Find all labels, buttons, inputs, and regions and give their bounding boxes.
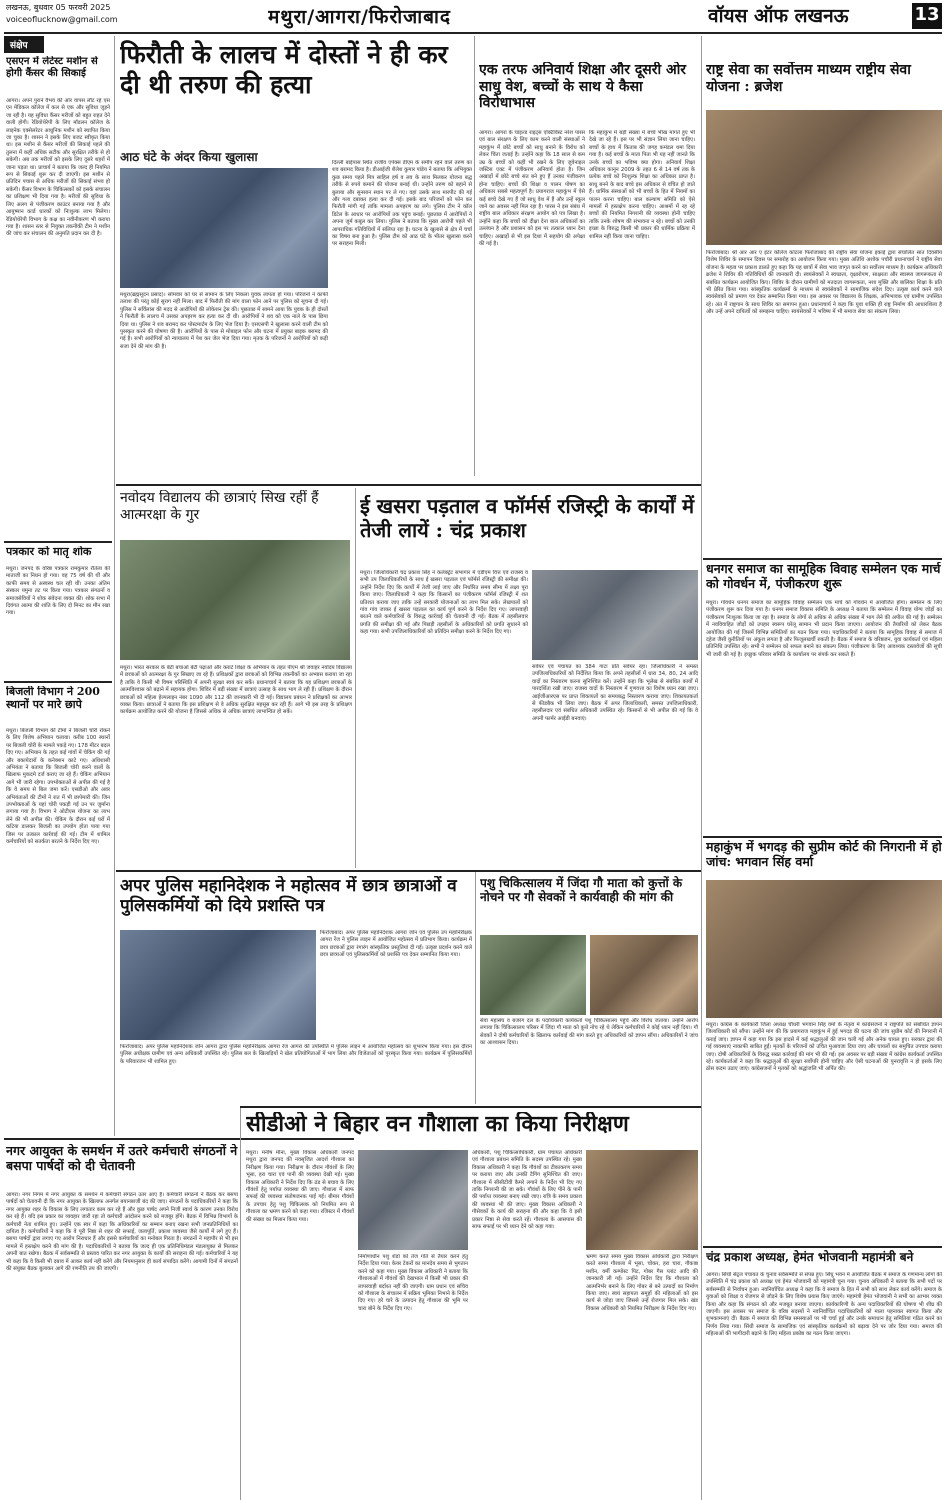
khasra-body-2: सर्वेयर एवं पंचायत का 384 गाटा प्रति सर्वेयर रहा। जिलाधिकारी ने समस्त उपजिलाधिकारियों को निर्देशित किया कि अपने तहसीलों में धारा 34, 80, 24 आदि वादों का निस्तारण करना सुनिश्चित करें। उन्होंने कहा कि भूलेख से संबंधित कार्यों में पारदर्शिता रखी जाए। राजस्व वादों के निस्तारण में गुणवत्ता का विशेष ध्यान रखा जाए। आईजीआरएस पर प्राप्त शिकायतों का समयबद्ध निस्तारण कराया जाए। शिकायतकर्ता से फीडबैक भी लिया जाए। बैठक में अपर जिलाधिकारी, समस्त उपजिलाधिकारी, तहसीलदार एवं संबंधित अधिकारी उपस्थित रहे। किसानों से भी अपील की गई कि वे अपनी फार्मर आईडी बनवाएं। [532,664,698,722]
khasra-body-1: मथुरा। जिलाधिकारी चंद्र प्रकाश सिंह ने कलेक्ट्रेट सभागार में एडीएम वित्त एवं राजस्व व सभी उप जिलाधिकारियों के साथ ई खसरा पड़ताल एवं फॉर्मर्स रजिस्ट्री की समीक्षा की। उन्होंने निर्देश दिए कि कार्यों में तेजी लाई जाए और निर्धारित समय सीमा में लक्ष्य पूरा किया जाए। जिलाधिकारी ने कहा कि किसानों का पंजीकरण फॉर्मर्स रजिस्ट्री में शत प्रतिशत कराया जाए ताकि उन्हें सरकारी योजनाओं का लाभ मिल सके। लेखपालों को गांव गांव जाकर ई खसरा पड़ताल का कार्य पूर्ण करने के निर्देश दिए गए। लापरवाही बरतने वाले कर्मचारियों के विरुद्ध कार्रवाई की चेतावनी दी गई। बैठक में तहसीलवार प्रगति की समीक्षा की गई और पिछड़ी तहसीलों के अधिकारियों को प्रगति सुधारने को कहा गया। सभी उपजिलाधिकारियों को प्रतिदिन समीक्षा करने के निर्देश दिए गए। [360,570,528,636]
section-rule [703,558,942,560]
brief-headline-bijli: बिजली विभाग ने 200 स्थानों पर मारे छापे [6,686,100,711]
masthead-rule [4,32,942,34]
lead-photo [120,168,328,288]
page-number: 13 [912,3,942,29]
col-separator [474,36,475,476]
edition-date: लखनऊ, बुधवार 05 फरवरी 2025 [6,3,111,12]
mid-headline: एक तरफ अनिवार्य शिक्षा और दूसरी ओर साधु वेश, बच्चों के साथ ये कैसा विरोधाभास [479,62,687,112]
section-rule [116,484,701,486]
navodaya-photo [120,540,350,660]
lead-body: मथुरा(ब्रह्मसूदन प्रसाद)। सोमवार को घर से सामान के लिए निकला युवक लापता हो गया। परिजनों ने काफी तलाश की परंतु कोई सुराग नहीं मिला। बाद में फिरौती की मांग वाला फोन आने पर पुलिस को सूचना दी गई। पुलिस ने सर्विलांस की मदद से आरोपियों की लोकेशन ट्रेस की। पूछताछ में सामने आया कि युवक के ही दोस्तों ने फिरौती के लालच में उसका अपहरण कर हत्या कर दी थी। आरोपियों ने शव को एक नाले के पास छिपा दिया था। पुलिस ने शव बरामद कर पोस्टमार्टम के लिए भेज दिया है। एसएसपी ने खुलासा करने वाली टीम को पुरस्कृत करने की घोषणा की है। आरोपियों के पास से मोबाइल फोन और घटना में प्रयुक्त बाइक बरामद की गई है। सभी आरोपियों को न्यायालय में पेश कर जेल भेज दिया गया। मृतक के परिजनों ने आरोपियों को कड़ी सजा देने की मांग की है। [120,292,328,350]
section-rule [4,1138,354,1140]
nagar-body: आगरा। नगर निगम में नगर आयुक्त के समर्थन में कर्मचारी संगठन उतर आए हैं। कर्मचारी संगठनों ने बैठक कर बसपा पार्षदों को चेतावनी दी कि नगर आयुक्त के खिलाफ अनर्गल बयानबाजी बंद की जाए। संगठनों के पदाधिकारियों ने कहा कि नगर आयुक्त शहर के विकास के लिए लगातार काम कर रहे हैं और कुछ पार्षद अपने निजी स्वार्थ के कारण उनका विरोध कर रहे हैं। यदि इस प्रकार का व्यवहार जारी रहा तो कर्मचारी आंदोलन करने को मजबूर होंगे। बैठक में विभिन्न विभागों के कर्मचारी नेता शामिल हुए। उन्होंने एक स्वर में कहा कि अधिकारियों का सम्मान बनाए रखना सभी जनप्रतिनिधियों का दायित्व है। कर्मचारियों ने कहा कि वे पूरी निष्ठा से शहर की सफाई, जलापूर्ति, प्रकाश व्यवस्था जैसे कार्यों में लगे हुए हैं। बसपा पार्षदों द्वारा लगाए गए आरोप निराधार हैं और इससे कर्मचारियों का मनोबल गिरता है। संगठनों ने महापौर से भी इस मामले में हस्तक्षेप करने की मांग की है। पदाधिकारियों ने बताया कि जल्द ही एक प्रतिनिधिमंडल मंडलायुक्त से मिलकर अपनी बात रखेगा। बैठक में सर्वसम्मति से प्रस्ताव पारित कर नगर आयुक्त के कार्यों की सराहना की गई। कर्मचारियों ने यह भी कहा कि वे किसी भी दबाव में आकर कार्य नहीं करेंगे और नियमानुसार ही कार्य संपादित करेंगे। आगामी दिनों में संगठनों की संयुक्त बैठक बुलाकर आगे की रणनीति तय की जाएगी। [6,1192,238,1273]
mid-body-1: आगरा। आगरा के चाइल्ड राइट्स एक्टिविस्ट नरेश पारस एवं बाल संरक्षण के लिए काम करने वाली संस्थाओं ने महाकुंभ में छोटे बच्चों को साधु बनाने के विरोध को लेकर चिंता जताई है। उन्होंने कहा कि 18 साल से कम उम्र के बच्चों को कहीं भी रखने के लिए जुवेनाइल जस्टिस एक्ट में पंजीकरण अनिवार्य होता है। जिन अखाड़ों में छोटे बच्चे संत बने हुए हैं उनका पंजीकरण होना चाहिए। बच्चों की शिक्षा व पालन पोषण का अधिकार सबसे महत्वपूर्ण है। प्रयागराज महाकुंभ में ऐसे कई बच्चे देखे गए हैं जो साधु वेश में हैं और उन्हें स्कूल जाने का अवसर नहीं मिल रहा है। पारस ने इस संबंध में राष्ट्रीय बाल अधिकार संरक्षण आयोग को पत्र लिखा है। उन्होंने कहा कि बच्चों को दीक्षा देना बाल अधिकारों का उल्लंघन है और प्रशासन को इस पर तत्काल ध्यान देना चाहिए। अखाड़ों से भी इस दिशा में सहयोग की अपेक्षा की गई है। [479,130,585,248]
police-headline: अपर पुलिस महानिदेशक ने महोत्सव में छात्र छात्राओं व पुलिसकर्मियों को दिये प्रशस्ति पत्र [120,876,457,917]
brief-body-shok: मथुरा। जनपद के वरिष्ठ पत्रकार रामकुमार रौतेला की माताजी का निधन हो गया। वह 75 वर्ष की थीं और काफी समय से अस्वस्थ चल रही थीं। उनका अंतिम संस्कार यमुना तट पर किया गया। पत्रकार संगठनों व समाजसेवियों ने शोक संवेदना व्यक्त की। शोक सभा में दिवंगत आत्मा की शांति के लिए दो मिनट का मौन रखा गया। [6,566,110,617]
brief-divider-2 [4,681,112,683]
police-body-2: फिरोजाबाद। अपर पुलिस महानिदेशक जोन आगरा द्वारा पुलिस महानिरीक्षक आगरा रेंज आगरा की उपस्थिति में पुलिस लाइन में आयोजित महोत्सव का शुभारंभ किया गया। इस दौरान पुलिस अधीक्षक ग्रामीण एवं अन्य अधिकारी उपस्थित रहे। पुलिस बल के खिलाड़ियों ने खेल प्रतियोगिताओं में भाग लिया और विजेताओं को पुरस्कृत किया गया। कार्यक्रम में पुलिसकर्मियों के परिवारजन भी शामिल हुए। [120,1044,472,1065]
cdo-body-3: अधिकारी, पशु चिकित्साधिकारी, ग्राम पंचायत अधिकारी एवं गौशाला प्रबंधन समिति के सदस्य उपस्थित रहे। मुख्य विकास अधिकारी ने कहा कि गौवंशों का टीकाकरण समय पर कराया जाए और उनकी टैगिंग सुनिश्चित की जाए। गौशाला में सीसीटीवी कैमरे लगाने के निर्देश भी दिए गए ताकि निगरानी की जा सके। गौवंशों के लिए पीने के पानी की पर्याप्त व्यवस्था बनाए रखी जाए। रात्रि के समय प्रकाश की व्यवस्था भी की जाए। मुख्य विकास अधिकारी ने गौसेवकों के कार्य की सराहना की और कहा कि वे इसी प्रकार निष्ठा से सेवा करते रहें। गौशाला के आसपास की साफ सफाई पर भी ध्यान देने को कहा गया। [472,1150,582,1231]
edition-email: voiceoflucknow@gmail.com [6,15,118,24]
vivah-headline: धनगर समाज का सामूहिक विवाह सम्मेलन एक मार्च को गोवर्धन में, पंजीकरण शुरू [706,562,941,591]
cdo-body-2: निर्माणाधीन पशु शेडों को तेज गति से तैयार करने हेतु निर्देश दिया गया। केयर टेकरों का मानदेय समय से भुगतान करने को कहा गया। मुख्य विकास अधिकारी ने बताया कि गौशालाओं में गौवंशों की देखभाल में किसी भी प्रकार की लापरवाही बर्दाश्त नहीं की जाएगी। ग्राम प्रधान एवं सचिव को गौशाला के संचालन में सक्रिय भूमिका निभाने के निर्देश दिए गए। हरे चारे के उत्पादन हेतु गौशाला की भूमि पर चारा बोने के निर्देश दिए गए। [358,1254,468,1312]
col-separator [240,1108,241,1500]
nagar-headline: नगर आयुक्त के समर्थन में उतरे कर्मचारी संगठनों ने बसपा पार्षदों को दी चेतावनी [6,1144,238,1173]
bhagwan-headline: महाकुंभ में भगदड़ की सुप्रीम कोर्ट की निगरानी में हो जांच: भगवान सिंह वर्मा [706,840,942,869]
lead-headline: फिरौती के लालच में दोस्तों ने ही कर दी थी तरुण की हत्या [120,40,448,99]
brief-headline-shok: पत्रकार को मातृ शोक [6,546,92,558]
col-separator [701,36,702,1500]
brief-divider [4,541,112,543]
cdo-photo-2 [586,1150,698,1250]
bhagwan-body: मथुरा। कांग्रेस के कार्यकारी जिला अध्यक्ष चौधरी भगवान सिंह वर्मा के नेतृत्व में कांग्रेसजनों ने राष्ट्रपति को संबोधित ज्ञापन जिलाधिकारी को सौंपा। उन्होंने मांग की कि प्रयागराज महाकुंभ में हुई भगदड़ की घटना की जांच सुप्रीम कोर्ट की निगरानी में कराई जाए। ज्ञापन में कहा गया कि इस हादसे में कई श्रद्धालुओं की जान चली गई और अनेक घायल हुए। सरकार द्वारा की गई व्यवस्थाएं नाकाफी साबित हुईं। मृतकों के परिजनों को उचित मुआवजा दिया जाए और घायलों का समुचित उपचार कराया जाए। दोषी अधिकारियों के विरुद्ध सख्त कार्रवाई की मांग भी की गई। इस अवसर पर बड़ी संख्या में कांग्रेस कार्यकर्ता उपस्थित रहे। कार्यकर्ताओं ने कहा कि श्रद्धालुओं की सुरक्षा सर्वोपरि होनी चाहिए और ऐसी घटनाओं की पुनरावृत्ति न हो इसके लिए ठोस कदम उठाए जाएं। कांग्रेसजनों ने मृतकों को श्रद्धांजलि भी अर्पित की। [706,1022,942,1073]
brief-body-bijli: मथुरा। बिजली विभाग की टीमों ने बिजली चोरी रोकने के लिए विशेष अभियान चलाया। करीब 100 स्थानों पर बिजली चोरी के मामले पकड़े गए। 178 मीटर बदल दिए गए। अभियान के तहत कई गांवों में चेकिंग की गई और बकायेदारों के कनेक्शन काटे गए। अधिशासी अभियंता ने बताया कि बिजली चोरी करने वालों के खिलाफ मुकदमे दर्ज कराए जा रहे हैं। चेकिंग अभियान आगे भी जारी रहेगा। उपभोक्ताओं से अपील की गई है कि वे समय से बिल जमा करें। एसडीओ और अवर अभियंताओं की टीमों ने रात में भी छापेमारी की। जिन उपभोक्ताओं के यहां चोरी पकड़ी गई उन पर जुर्माना लगाया गया है। विभाग ने ओटीएस योजना का लाभ लेने की भी अपील की। चेकिंग के दौरान कई घरों में कटिया डालकर बिजली का उपयोग होता पाया गया जिस पर तत्काल कार्रवाई की गई। टीम में शामिल कर्मचारियों को सतर्कता बरतने के निर्देश दिए गए। [6,728,110,846]
section-rule [703,1246,942,1248]
col-separator [475,872,476,1104]
publication-name: वॉयस ऑफ लखनऊ [708,5,849,27]
khasra-photo [532,570,698,660]
brief-headline-cancer: एसएन में लेटेस्ट मशीन से होगी कैंसर की सिकाई [6,56,98,79]
police-photo [120,930,316,1040]
cdo-photo [358,1150,468,1250]
section-rule [116,870,701,872]
col-separator [114,36,115,1136]
navodaya-body: मथुरा। भारत सरकार के बेटी बचाओ बेटी पढ़ाओ और कराटे शिक्षा के अभियान के तहत पीएम श्री जवाहर नवोदय विद्यालय में छात्राओं को आत्मरक्षा के गुर सिखाए जा रहे हैं। प्रशिक्षकों द्वारा छात्राओं को विभिन्न तकनीकों का अभ्यास कराया जा रहा है ताकि वे किसी भी विषम परिस्थिति में अपनी सुरक्षा स्वयं कर सकें। प्रधानाचार्य ने बताया कि यह प्रशिक्षण छात्राओं के आत्मविश्वास को बढ़ाने में सहायक होगा। शिविर में बड़ी संख्या में छात्राएं उत्साह के साथ भाग ले रही हैं। प्रशिक्षण के दौरान छात्राओं को महिला हेल्पलाइन नंबर 1090 और 112 की जानकारी भी दी गई। विद्यालय प्रबंधन ने प्रशिक्षकों का आभार व्यक्त किया। छात्राओं ने बताया कि इस प्रशिक्षण से वे अधिक सुरक्षित महसूस कर रही हैं। आगे भी इस तरह के प्रशिक्षण कार्यक्रम आयोजित करने की योजना है जिससे अधिक से अधिक छात्राएं लाभान्वित हो सकें। [120,665,352,716]
chandra-body: आगरा। सिंधी सेंट्रल पंचायत के चुनाव सर्वसम्मति से संपन्न हुए। सिंधु भवन में आयोजित बैठक में समाज के गणमान्य लोगों की उपस्थिति में चंद्र प्रकाश को अध्यक्ष एवं हेमंत भोजवानी को महामंत्री चुना गया। चुनाव अधिकारी ने बताया कि सभी पदों पर सर्वसम्मति से निर्वाचन हुआ। नवनिर्वाचित अध्यक्ष ने कहा कि वे समाज के हित में सभी को साथ लेकर कार्य करेंगे। समाज के युवाओं को शिक्षा व रोजगार से जोड़ने के लिए विशेष प्रयास किए जाएंगे। महामंत्री हेमंत भोजवानी ने सभी का आभार व्यक्त किया और कहा कि संगठन को और मजबूत बनाया जाएगा। कार्यकारिणी के अन्य पदाधिकारियों की घोषणा भी शीघ्र की जाएगी। इस अवसर पर समाज के वरिष्ठ सदस्यों ने नवनिर्वाचित पदाधिकारियों को माला पहनाकर स्वागत किया और शुभकामनाएं दीं। बैठक में समाज की विभिन्न समस्याओं पर भी चर्चा हुई और उनके समाधान हेतु समितियां गठित करने का निर्णय लिया गया। सिंधी समाज के सामाजिक एवं सांस्कृतिक कार्यक्रमों को बढ़ावा देने पर जोर दिया गया। समाज की महिलाओं की भागीदारी बढ़ाने के लिए महिला प्रकोष्ठ का गठन किया जाएगा। [706,1272,942,1338]
cow-headline: पशु चिकित्सालय में जिंदा गौ माता को कुत्तों के नोचने पर गौ सेवकों ने कार्यवाही की मांग की [480,876,683,905]
cdo-body-4: भ्रमण करते समय मुख्य विकास अधिकारी द्वारा निरीक्षण करते समय गौशाला में भूसा, चोकर, हरा चारा, गौकाष्ठ मशीन, वर्मी कम्पोस्ट पिट, गोबर गैस प्लांट आदि की जानकारी ली गई। उन्होंने निर्देश दिए कि गौशाला को आत्मनिर्भर बनाने के लिए गोबर से बने उत्पादों का निर्माण किया जाए। स्वयं सहायता समूहों की महिलाओं को इस कार्य से जोड़ा जाए जिससे उन्हें रोजगार मिल सके। खंड विकास अधिकारी को नियमित निरीक्षण के निर्देश दिए गए। [586,1254,698,1312]
police-body-1: फिरोजाबाद। अपर पुलिस महानिदेशक आगरा जोन एवं पुलिस उप महानिरीक्षक आगरा रेंज ने पुलिस लाइन में आयोजित महोत्सव में प्रतिभाग किया। कार्यक्रम में छात्र छात्राओं द्वारा रंगारंग सांस्कृतिक प्रस्तुतियां दी गईं। उत्कृष्ट प्रदर्शन करने वाले छात्र छात्राओं एवं पुलिसकर्मियों को प्रशस्ति पत्र देकर सम्मानित किया गया। [320,930,472,959]
nss-body: फिरोजाबाद। श्री आर आर ए इंटर कॉलेज कोटला फिरोजाबाद की राष्ट्रीय सेवा योजना इकाई द्वारा संचालित सात दिवसीय विशेष शिविर के समापन दिवस पर समारोह का आयोजन किया गया। मुख्य अतिथि अशोक पचौरी प्रधानाचार्य ने राष्ट्रीय सेवा योजना के महत्व पर प्रकाश डालते हुए कहा कि यह छात्रों में सेवा भाव जागृत करने का सर्वोत्तम माध्यम है। कार्यक्रम अधिकारी ब्रजेश ने शिविर की गतिविधियों की जानकारी दी। स्वयंसेवकों ने स्वच्छता, वृक्षारोपण, साक्षरता और स्वास्थ्य जागरूकता से संबंधित कार्यक्रम आयोजित किए। शिविर के दौरान ग्रामीणों को मतदाता जागरूकता, नशा मुक्ति और बालिका शिक्षा के प्रति भी प्रेरित किया गया। सांस्कृतिक कार्यक्रमों के माध्यम से स्वयंसेवकों ने सामाजिक संदेश दिए। उत्कृष्ट कार्य करने वाले स्वयंसेवकों को प्रमाण पत्र देकर सम्मानित किया गया। इस अवसर पर विद्यालय के शिक्षक, अभिभावक एवं ग्रामीण उपस्थित रहे। अंत में राष्ट्रगान के साथ शिविर का समापन हुआ। प्रधानाचार्य ने कहा कि युवा शक्ति ही राष्ट्र निर्माण की आधारशिला है और उन्हें अपने दायित्वों को समझना चाहिए। स्वयंसेवकों ने भविष्य में भी समाज सेवा का संकल्प लिया। [706,250,942,316]
nss-headline: राष्ट्र सेवा का सर्वोत्तम माध्यम राष्ट्रीय सेवा योजना : ब्रजेश [706,62,911,95]
section-title: मथुरा/आगरा/फिरोजाबाद [268,6,452,28]
cow-photo-2 [590,935,698,1015]
lead-body-2: दिल्ली बाईपास स्थित राजीव एपेक्स डीएम के समीप रहने वाले तरुण का शव बरामद किया है। डीआईजी शैलेश कुमार पांडेय ने बताया कि अभियुक्त कुछ समय पहले मित्र साहिल हर्ष व लव के साथ मिलकर योजना बद्ध तरीके से रुपये कमाने की योजना बनाई थी। उन्होंने तरुण को बहाने से बुलाया और सुनसान स्थान पर ले गए। वहां उसके साथ मारपीट की गई और गला दबाकर हत्या कर दी गई। इसके बाद परिजनों को फोन कर फिरौती मांगी गई ताकि मामला अपहरण का लगे। पुलिस टीम ने कॉल डिटेल के आधार पर आरोपियों तक पहुंच बनाई। पूछताछ में आरोपियों ने अपना जुर्म कबूल कर लिया। पुलिस ने बताया कि मुख्य आरोपी पहले भी आपराधिक गतिविधियों में संलिप्त रहा है। घटना के खुलासे से क्षेत्र में चर्चा का विषय बना हुआ है। पुलिस टीम को आठ घंटे के भीतर खुलासा करने पर सराहना मिली। [332,160,472,248]
brief-column [4,36,112,1136]
section-rule [240,1106,701,1108]
section-rule [703,836,942,838]
cow-photo [480,935,586,1015]
vivah-body: मथुरा। गोवर्धन धनगर समाज का सामूहिक विवाह सम्मेलन एक मार्च को गोवर्धन में आयोजित होगा। सम्मेलन के लिए पंजीकरण शुरू कर दिया गया है। धनगर समाज विकास समिति के अध्यक्ष ने बताया कि सम्मेलन में विवाह योग्य जोड़ों का पंजीकरण निःशुल्क किया जा रहा है। समाज के लोगों से अधिक से अधिक संख्या में भाग लेने की अपील की गई है। सम्मेलन में नवविवाहित जोड़ों को उपहार स्वरूप घरेलू सामान भी प्रदान किया जाएगा। आयोजन की तैयारियों को लेकर बैठक आयोजित की गई जिसमें विभिन्न समितियों का गठन किया गया। पदाधिकारियों ने बताया कि सामूहिक विवाह से समाज में दहेज जैसी कुरीतियों पर अंकुश लगता है और फिजूलखर्ची रुकती है। बैठक में समाज के वरिष्ठजन, युवा कार्यकर्ता एवं महिला प्रतिनिधि उपस्थित रहे। सभी ने सम्मेलन को सफल बनाने का संकल्प लिया। पंजीकरण के लिए आवश्यक दस्तावेजों की सूची भी जारी की गई है। इच्छुक परिवार समिति के कार्यालय पर संपर्क कर सकते हैं। [706,600,942,658]
cdo-headline: सीडीओ ने बिहार वन गौशाला का किया निरीक्षण [246,1112,629,1137]
brief-body-cancer: आगरा। अपने पुराने वैभव की ओर वापस लौट रहे एस एन मेडिकल कॉलेज में कल से एक और सुविधा जुड़ने जा रही है। यह सुविधा कैंसर मरीजों को बहुत राहत देने वाली होगी। रेडियोथेरेपी के लिए मॉडलन कॉलेज के लाइनेक एक्सेलरेटर आधुनिक मशीन को स्थापित किया जा चुका है। शासन ने इसके लिए बजट स्वीकृत किया था। इस मशीन से कैंसर मरीजों की सिकाई पहले की तुलना में कहीं अधिक सटीक और सुरक्षित तरीके से हो सकेगी। अब तक मरीजों को इसके लिए दूसरे शहरों में जाना पड़ता था। प्राचार्य ने बताया कि जल्द ही नियमित रूप से सिकाई शुरू कर दी जाएगी। इस मशीन से प्रतिदिन पचास से अधिक मरीजों की सिकाई संभव हो सकेगी। कैंसर विभाग के चिकित्सकों को इसके संचालन का प्रशिक्षण भी दिया गया है। मरीजों की सुविधा के लिए अलग से पंजीकरण काउंटर बनाया गया है और आयुष्मान कार्ड धारकों को निःशुल्क लाभ मिलेगा। रेडियोथेरेपी विभाग के कक्ष का नवीनीकरण भी कराया गया है। शासन स्तर से नियुक्त तकनीकी टीम ने मशीन की जांच कर संचालन की अनुमति प्रदान कर दी है। [6,98,110,238]
brief-label: संक्षेप [4,36,44,53]
cdo-body-1: मथुरा। मनीष मीना, मुख्य विकास अधिकारी जनपद मथुरा द्वारा जनपद की नवसृजित आदर्श गौशाला का निरीक्षण किया गया। निरीक्षण के दौरान गौवंशों के लिए भूसा, हरा चारा एवं पानी की व्यवस्था देखी गई। मुख्य विकास अधिकारी ने निर्देश दिए कि ठंड से बचाव के लिए गौवंशों हेतु पर्याप्त व्यवस्था की जाए। गौशाला में साफ सफाई की व्यवस्था संतोषजनक पाई गई। बीमार गौवंशों के उपचार हेतु पशु चिकित्सक को नियमित रूप से गौशाला का भ्रमण करने को कहा गया। रजिस्टर में गौवंशों की संख्या का मिलान किया गया। [246,1150,354,1223]
chandra-headline: चंद्र प्रकाश अध्यक्ष, हेमंत भोजवानी महामंत्री बने [706,1250,914,1264]
nss-photo [706,110,942,245]
cow-body: सेवा महासंघ व बजरंग दल के पदाधिकारी कार्यकर्ता पशु चिकित्सालय पहुंचे और विरोध जताया। उन्होंने आरोप लगाया कि चिकित्सालय परिसर में जिंदा गौ माता को कुत्ते नोच रहे थे लेकिन कर्मचारियों ने कोई ध्यान नहीं दिया। गौ सेवकों ने दोषी कर्मचारियों के खिलाफ कार्रवाई की मांग करते हुए अधिकारियों को ज्ञापन सौंपा। अधिकारियों ने जांच का आश्वासन दिया। [480,1018,698,1047]
bhagwan-photo [706,880,942,1018]
navodaya-headline: नवोदय विद्यालय की छात्राएं सिख रहीं हैं आत्मरक्षा के गुर [120,490,319,523]
lead-subhead: आठ घंटे के अंदर किया खुलासा [120,150,258,164]
col-separator [355,488,356,868]
mid-body-2: कि महाकुंभ में बड़ी संख्या में बच्चे भीख मांगते हुए भी देखे जा रहे हैं। इस पर भी संज्ञान लिया जाना चाहिए। बच्चों के हाथ में किताब की जगह कमंडल थमा दिया गया है। कई बच्चों के माता पिता भी यह नहीं जानते कि उनके बच्चों का भविष्य क्या होगा। अनिवार्य शिक्षा अधिकार कानून 2009 के तहत 6 से 14 वर्ष तक के प्रत्येक बच्चे को निःशुल्क शिक्षा का अधिकार प्राप्त है। साधु बनने के बाद बच्चे इस अधिकार से वंचित हो जाते हैं। धार्मिक संस्थाओं को भी बच्चों के हित में नियमों का पालन करना चाहिए। बाल कल्याण समिति को ऐसे मामलों में हस्तक्षेप करना चाहिए। आश्रमों में रह रहे बच्चों की नियमित निगरानी की व्यवस्था होनी चाहिए ताकि उनके शोषण की संभावना न रहे। बच्चों को उनकी इच्छा के विरुद्ध किसी भी प्रकार की धार्मिक प्रक्रिया में शामिल नहीं किया जाना चाहिए। [589,130,695,240]
khasra-headline: ई खसरा पड़ताल व फॉर्मर्स रजिस्ट्री के कार्यों में तेजी लायें : चंद्र प्रकाश [360,495,695,542]
